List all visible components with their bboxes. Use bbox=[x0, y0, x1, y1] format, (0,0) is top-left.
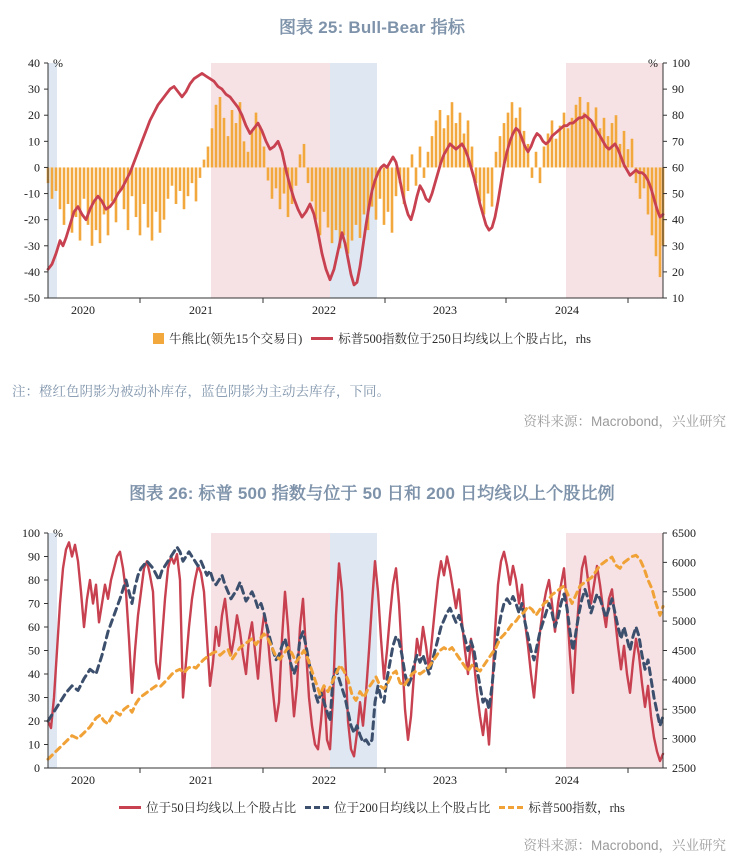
svg-text:2021: 2021 bbox=[189, 773, 213, 787]
svg-text:20: 20 bbox=[672, 264, 684, 279]
legend-item-bull-bear-ratio bbox=[153, 329, 302, 347]
svg-text:0: 0 bbox=[34, 160, 40, 175]
chart26-title: 图表 26: 标普 500 指数与位于 50 日和 200 日均线以上个股比例 bbox=[129, 484, 615, 503]
legend-label: 牛熊比(领先15个交易日) bbox=[168, 332, 303, 346]
chart26-legend bbox=[0, 798, 744, 816]
svg-text:30: 30 bbox=[28, 690, 40, 705]
svg-text:40: 40 bbox=[28, 667, 40, 681]
chart25-title: 图表 25: Bull-Bear 指标 bbox=[278, 18, 466, 37]
svg-text:3500: 3500 bbox=[672, 702, 696, 717]
line-swatch-icon bbox=[311, 337, 333, 340]
legend-label: 标普500指数，rhs bbox=[528, 801, 625, 815]
svg-text:2500: 2500 bbox=[672, 761, 696, 775]
svg-text:2024: 2024 bbox=[555, 773, 579, 787]
svg-text:90: 90 bbox=[672, 82, 684, 97]
svg-text:40: 40 bbox=[28, 56, 40, 70]
svg-text:4500: 4500 bbox=[672, 643, 696, 658]
svg-text:80: 80 bbox=[672, 108, 684, 123]
svg-text:-20: -20 bbox=[24, 212, 40, 227]
svg-text:70: 70 bbox=[28, 596, 40, 611]
svg-text:%: % bbox=[53, 56, 63, 70]
bar-swatch-icon bbox=[153, 333, 164, 344]
chart26-source: 资料来源：Macrobond，兴业研究 bbox=[523, 838, 726, 853]
svg-text:-30: -30 bbox=[24, 238, 40, 253]
svg-text:5500: 5500 bbox=[672, 584, 696, 599]
line-swatch-icon bbox=[119, 806, 141, 809]
svg-text:0: 0 bbox=[34, 761, 40, 775]
legend-label: 位于200日均线以上个股占比 bbox=[334, 801, 491, 815]
svg-text:5000: 5000 bbox=[672, 614, 696, 629]
svg-text:2020: 2020 bbox=[71, 773, 95, 787]
legend-label: 位于50日均线以上个股占比 bbox=[146, 801, 297, 815]
chart25-source: 资料来源：Macrobond，兴业研究 bbox=[523, 414, 726, 429]
svg-text:100: 100 bbox=[22, 526, 40, 540]
legend-item-pct-above-250dma bbox=[311, 329, 591, 347]
svg-text:3000: 3000 bbox=[672, 731, 696, 746]
svg-text:4000: 4000 bbox=[672, 672, 696, 687]
svg-text:40: 40 bbox=[672, 212, 684, 227]
chart25-legend bbox=[0, 329, 744, 347]
dashed-line-swatch-icon bbox=[499, 806, 523, 809]
svg-text:60: 60 bbox=[28, 620, 40, 634]
svg-text:2024: 2024 bbox=[555, 303, 579, 317]
svg-text:2023: 2023 bbox=[433, 773, 457, 787]
svg-text:-10: -10 bbox=[24, 186, 40, 201]
chart26-plot bbox=[22, 526, 696, 787]
svg-text:%: % bbox=[648, 56, 658, 70]
legend-item-pct-above-200dma bbox=[305, 798, 490, 816]
svg-text:2023: 2023 bbox=[433, 303, 457, 317]
svg-text:100: 100 bbox=[672, 56, 690, 70]
svg-text:20: 20 bbox=[28, 108, 40, 123]
svg-text:90: 90 bbox=[28, 549, 40, 564]
svg-text:%: % bbox=[53, 526, 63, 540]
svg-text:2022: 2022 bbox=[312, 303, 336, 317]
svg-text:2022: 2022 bbox=[312, 773, 336, 787]
svg-text:20: 20 bbox=[28, 714, 40, 728]
legend-label: 标普500指数位于250日均线以上个股占比，rhs bbox=[338, 332, 592, 346]
svg-text:10: 10 bbox=[672, 291, 684, 305]
chart25-note: 注：橙红色阴影为被动补库存，蓝色阴影为主动去库存，下同。 bbox=[12, 384, 390, 399]
svg-text:50: 50 bbox=[28, 643, 40, 658]
svg-text:2021: 2021 bbox=[189, 303, 213, 317]
svg-text:30: 30 bbox=[28, 82, 40, 97]
legend-item-sp500-index bbox=[499, 798, 625, 816]
svg-text:70: 70 bbox=[672, 134, 684, 149]
svg-text:60: 60 bbox=[672, 160, 684, 175]
svg-text:-50: -50 bbox=[24, 291, 40, 305]
svg-text:10: 10 bbox=[28, 737, 40, 752]
svg-text:2020: 2020 bbox=[71, 303, 95, 317]
svg-text:6500: 6500 bbox=[672, 526, 696, 540]
dashed-line-swatch-icon bbox=[305, 806, 329, 809]
svg-text:30: 30 bbox=[672, 238, 684, 253]
svg-text:10: 10 bbox=[28, 134, 40, 149]
svg-text:80: 80 bbox=[28, 573, 40, 587]
svg-text:6000: 6000 bbox=[672, 555, 696, 570]
svg-text:50: 50 bbox=[672, 186, 684, 201]
legend-item-pct-above-50dma bbox=[119, 798, 296, 816]
svg-text:-40: -40 bbox=[24, 264, 40, 279]
chart25-plot bbox=[24, 56, 690, 317]
